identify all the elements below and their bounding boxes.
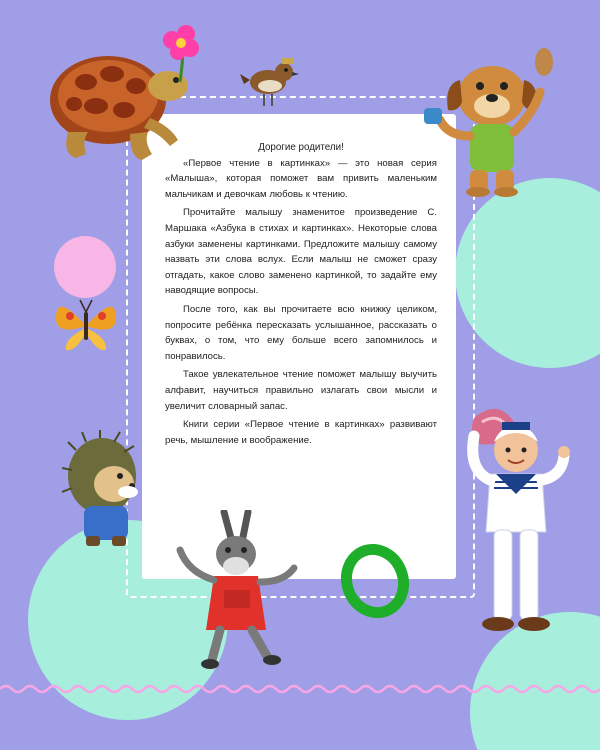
- letter-paragraph-3: После того, как вы прочитаете всю книжку целиком, попросите ребёнка пересказать услышанное, рассказать о буквах, о том, что ему больше всего запомнилось и понравилось.: [165, 303, 437, 362]
- pink-wavy-line: [0, 681, 600, 697]
- donkey-illustration: [170, 510, 320, 680]
- letter-paragraph-2: Прочитайте малышу знаменитое произведение С. Маршака «Азбука в стихах и картинках». Некоторые слова азбуки заменены картинками. Предложите малышу самому назвать эти слова вслух. Если малыш не сможет сразу отгадать, какое слово заменено картинкой, то задайте ему наводящие вопросы.: [165, 207, 437, 297]
- letter-paragraph-4: Такое увлекательное чтение поможет малышу выучить алфавит, научиться правильно излагать свои мысли и увеличит словарный запас.: [165, 369, 437, 412]
- puppy-illustration: [420, 40, 560, 200]
- letter-paragraph-5: Книги серии «Первое чтение в картинках» развивают речь, мышление и воображение.: [165, 419, 437, 446]
- pink-circle-left: [54, 236, 116, 298]
- sparrow-illustration: [240, 52, 300, 108]
- sailor-boy-illustration: [438, 408, 578, 648]
- butterfly-illustration: [52, 296, 120, 356]
- hedgehog-illustration: [62, 430, 152, 550]
- turtle-illustration: [38, 22, 218, 182]
- letter-text: [165, 140, 437, 451]
- letter-greeting: Дорогие родители!: [258, 142, 344, 153]
- letter-paragraph-1: «Первое чтение в картинках» — это новая серия «Малыша», которая поможет вам привить маленьким мальчикам и девочкам любовь к чтению.: [165, 157, 437, 200]
- green-ring-letter-o: [338, 540, 412, 622]
- mint-circle-top-right: [455, 178, 600, 368]
